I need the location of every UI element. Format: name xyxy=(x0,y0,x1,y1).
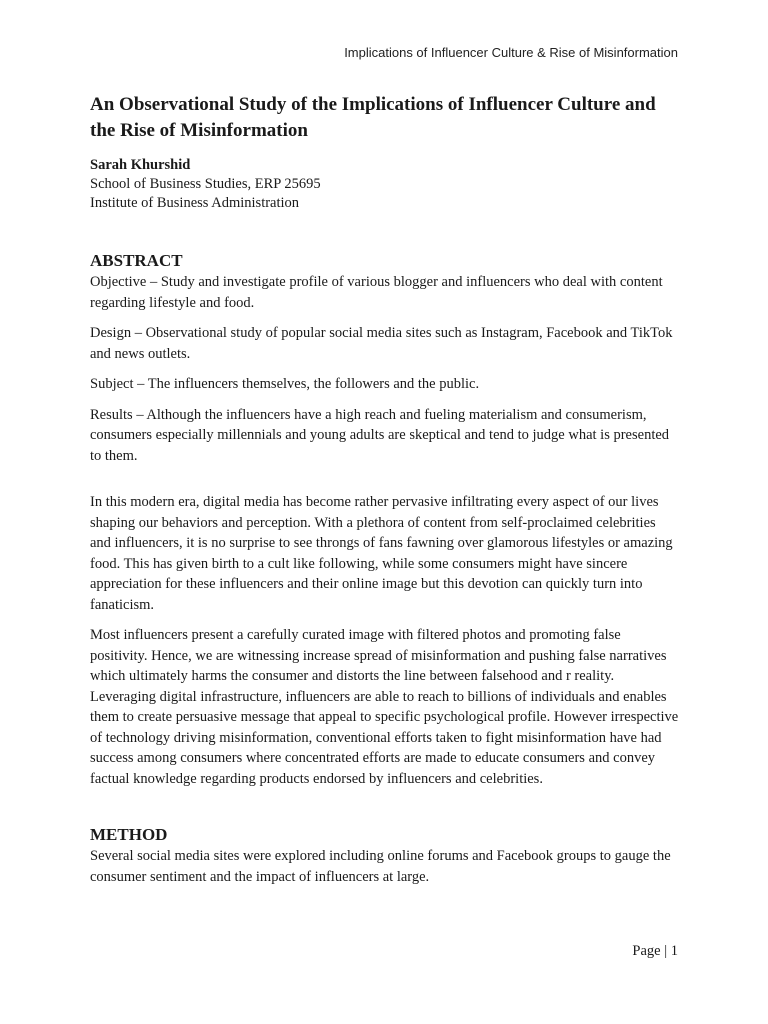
author-name: Sarah Khurshid xyxy=(90,157,191,173)
paper-body xyxy=(90,92,680,887)
method-paragraph-1: Several social media sites were explored including online forums and Facebook groups to gauge the consumer sentiment and the impact of influencers at large. xyxy=(90,848,671,885)
affiliation-line-1: School of Business Studies, ERP 25695 xyxy=(90,176,321,192)
paper-title: An Observational Study of the Implications of Influencer Culture and the Rise of Misinformation xyxy=(90,94,656,141)
running-header: Implications of Influencer Culture & Rise of Misinformation xyxy=(344,45,678,60)
abstract-heading: ABSTRACT xyxy=(90,251,183,270)
abstract-design: Design – Observational study of popular social media sites such as Instagram, Facebook and TikTok and news outlets. xyxy=(90,325,673,362)
intro-paragraph-1: In this modern era, digital media has become rather pervasive infiltrating every aspect of our lives shaping our behaviors and perception. With a plethora of content from self-proclaimed celebrities and influencers, it is no surprise to see throngs of fans fawning over glamorous lifestyles or amazing food. This has given birth to a cult like following, while some consumers might have sincere appreciation for these influencers and their online image but this devotion can quickly turn into fanaticism. xyxy=(90,494,673,613)
abstract-results: Results – Although the influencers have a high reach and fueling materialism and consumerism, consumers especially millennials and young adults are skeptical and tend to judge what is presented to them. xyxy=(90,406,670,464)
affiliation-line-2: Institute of Business Administration xyxy=(90,195,300,211)
abstract-objective: Objective – Study and investigate profile of various blogger and influencers who deal with content regarding lifestyle and food. xyxy=(90,274,663,311)
page-number: Page | 1 xyxy=(632,943,678,959)
method-heading: METHOD xyxy=(90,825,168,844)
intro-paragraph-2: Most influencers present a carefully curated image with filtered photos and promoting false positivity. Hence, we are witnessing increase spread of misinformation and pushing false narratives which ultimately harms the consumer and distorts the line between falsehood and r reality. Leveraging digital infrastructure, influencers are able to reach to billions of individuals and enables them to create persuasive message that appeal to specific psychological profile. However irrespective of technology driving misinformation, conventional efforts taken to fight misinformation have had success among consumers where concentrated efforts are made to educate consumers and convey factual knowledge regarding products endorsed by influencers and celebrities. xyxy=(90,627,679,787)
abstract-subject: Subject – The influencers themselves, the followers and the public. xyxy=(90,376,480,392)
